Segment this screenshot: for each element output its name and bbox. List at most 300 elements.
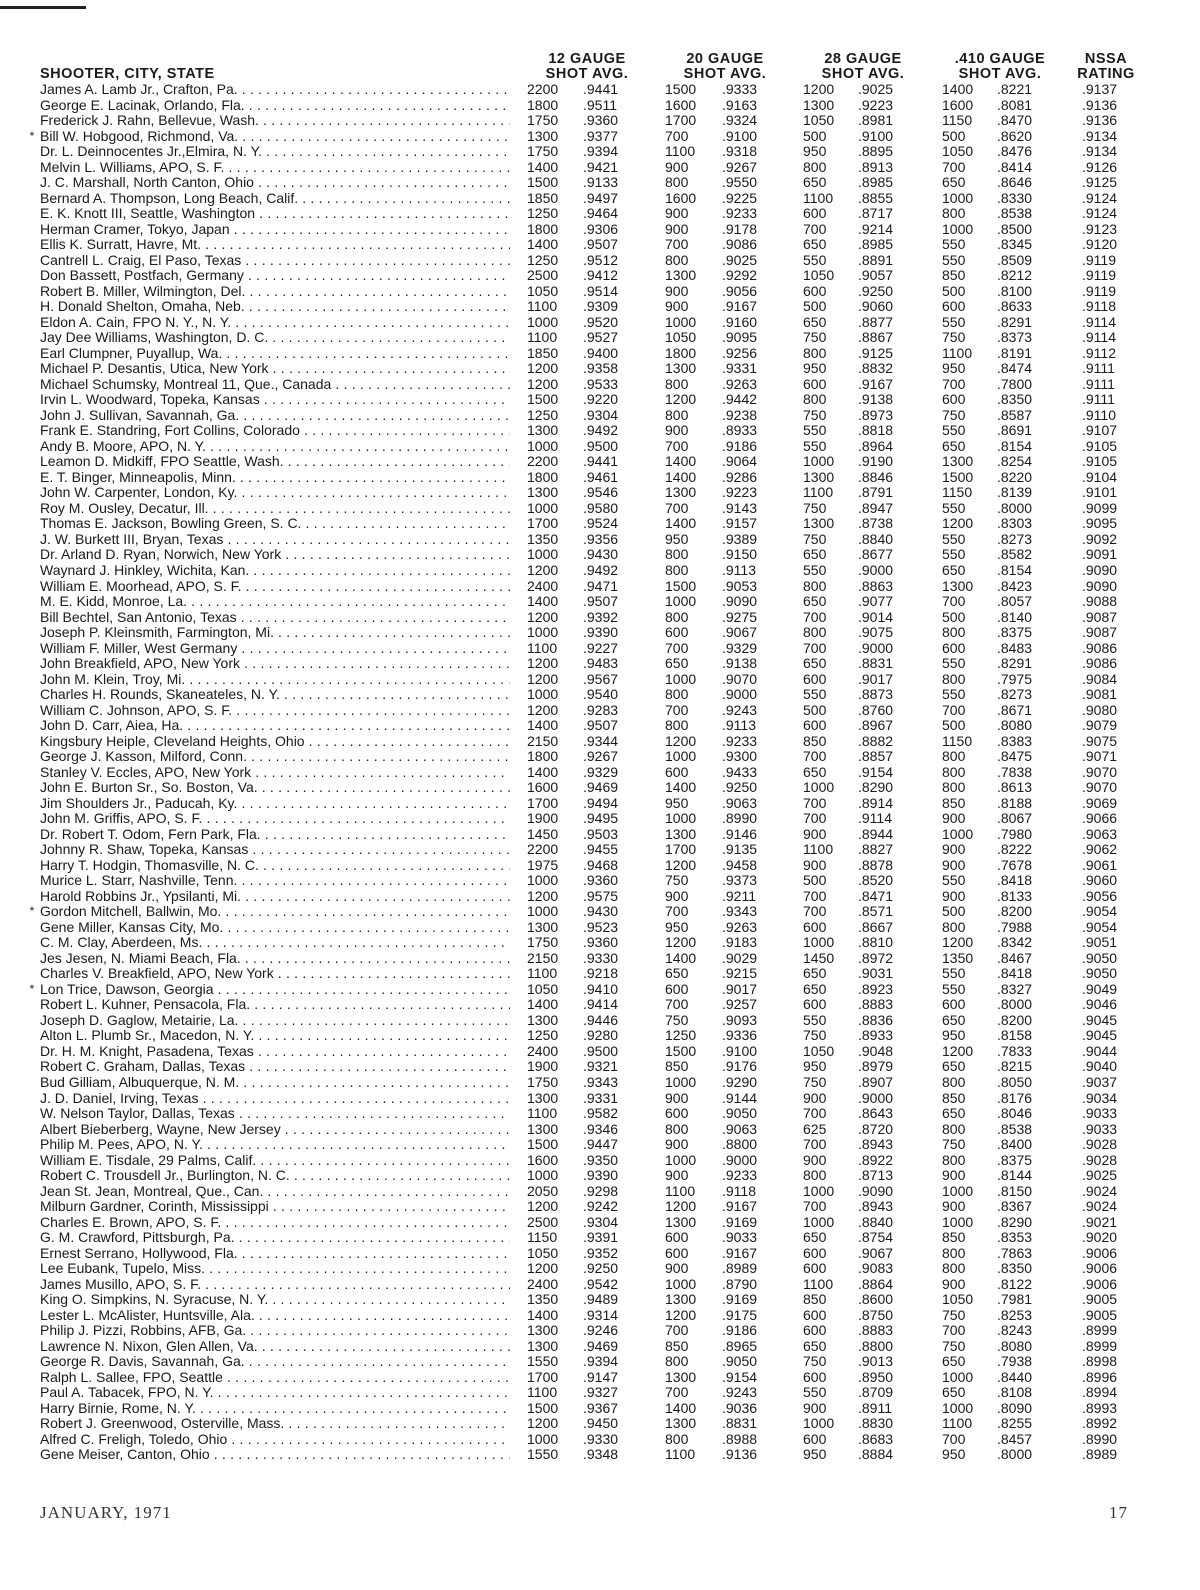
table-row <box>0 547 1200 563</box>
shot-20: 600 <box>665 1229 689 1246</box>
shot-20: 800 <box>665 251 689 268</box>
shot-410: 750 <box>942 1136 966 1153</box>
shot-12: 1000 <box>527 686 559 703</box>
avg-20: .9225 <box>722 189 758 206</box>
shot-28: 750 <box>803 1074 827 1090</box>
shot-410: 900 <box>942 1275 966 1292</box>
shot-410: 600 <box>942 996 966 1013</box>
avg-12: .9524 <box>583 515 619 532</box>
avg-20: .9167 <box>722 1198 758 1215</box>
avg-410: .8000 <box>997 1446 1033 1463</box>
shot-12: 1000 <box>527 903 559 920</box>
shooter-name: Dr. Arland D. Ryan, Norwich, New York . . . <box>40 547 510 563</box>
shot-20: 1000 <box>665 748 697 765</box>
avg-20: .9036 <box>722 1399 758 1416</box>
avg-12: .9250 <box>583 1260 619 1277</box>
shot-12: 1700 <box>527 794 559 811</box>
shooter-name: George J. Kasson, Milford, Conn. . . . <box>40 749 510 765</box>
nssa-rating: .9054 <box>1082 903 1118 920</box>
avg-12: .9283 <box>583 701 619 718</box>
avg-20: .9176 <box>722 1058 758 1075</box>
shooter-name: Michael Schumsky, Montreal 11, Que., Canada . . . <box>40 377 510 393</box>
shooter-name: Jim Shoulders Jr., Paducah, Ky. . . . <box>40 796 510 812</box>
table-row <box>0 160 1200 176</box>
shot-410: 800 <box>942 205 966 222</box>
avg-410: .8457 <box>997 1430 1033 1447</box>
shot-20: 1000 <box>665 1074 697 1090</box>
avg-28: .8857 <box>858 748 894 765</box>
shot-20: 1300 <box>665 267 697 284</box>
avg-12: .9377 <box>583 127 619 144</box>
avg-20: .9186 <box>722 437 758 454</box>
shooter-name: Dr. Robert T. Odom, Fern Park, Fla. . . . <box>40 827 510 843</box>
shot-28: 550 <box>803 686 827 703</box>
avg-12: .9542 <box>583 1275 619 1292</box>
avg-410: .8220 <box>997 468 1033 485</box>
avg-28: .9000 <box>858 561 894 578</box>
shooter-name: Jean St. Jean, Montreal, Que., Can. . . . <box>40 1184 510 1200</box>
shot-28: 600 <box>803 1244 827 1261</box>
shot-12: 1900 <box>527 1058 559 1075</box>
shot-28: 800 <box>803 158 827 175</box>
avg-12: .9495 <box>583 810 619 827</box>
shot-20: 1300 <box>665 360 697 377</box>
shot-28: 800 <box>803 624 827 641</box>
avg-20: .9223 <box>722 484 758 501</box>
table-row <box>0 1075 1200 1091</box>
avg-20: .9318 <box>722 143 758 160</box>
shot-410: 800 <box>942 1151 966 1168</box>
header-shot-avg-12: SHOT AVG. <box>545 66 629 82</box>
nssa-rating: .9137 <box>1082 81 1118 97</box>
avg-12: .9392 <box>583 608 619 625</box>
shot-12: 1100 <box>527 1384 558 1401</box>
avg-28: .8831 <box>858 655 894 672</box>
shot-20: 1200 <box>665 856 697 873</box>
shot-410: 1000 <box>942 1213 974 1230</box>
avg-12: .9507 <box>583 236 619 253</box>
shot-410: 1200 <box>942 934 974 951</box>
avg-20: .9286 <box>722 468 758 485</box>
avg-410: .8221 <box>997 81 1033 97</box>
shot-20: 1200 <box>665 1198 697 1215</box>
shooter-name: Melvin L. Williams, APO, S. F. . . . <box>40 160 510 176</box>
avg-12: .9410 <box>583 980 619 997</box>
page-number: 17 <box>1109 1503 1128 1522</box>
shot-410: 1150 <box>942 112 973 129</box>
shot-410: 950 <box>942 1446 966 1463</box>
table-row <box>0 1028 1200 1044</box>
shot-12: 1750 <box>527 112 559 129</box>
avg-20: .9233 <box>722 732 758 749</box>
avg-20: .9063 <box>722 794 758 811</box>
shot-20: 1200 <box>665 732 697 749</box>
shooter-name: William E. Tisdale, 29 Palms, Calif. . . . <box>40 1153 510 1169</box>
avg-20: .9233 <box>722 205 758 222</box>
shot-410: 550 <box>942 251 966 268</box>
nssa-rating: .9119 <box>1082 267 1116 284</box>
avg-410: .8139 <box>997 484 1033 501</box>
avg-28: .8471 <box>858 887 894 904</box>
avg-410: .8273 <box>997 686 1033 703</box>
shooter-name: Stanley V. Eccles, APO, New York . . . <box>40 765 510 781</box>
nssa-rating: .9105 <box>1082 437 1118 454</box>
avg-20: .9063 <box>722 1120 758 1137</box>
shot-410: 800 <box>942 918 966 935</box>
avg-20: .9183 <box>722 934 758 951</box>
shooter-name: William F. Miller, West Germany . . . <box>40 641 510 657</box>
nssa-rating: .9006 <box>1082 1275 1118 1292</box>
nssa-rating: .8998 <box>1082 1353 1118 1370</box>
shot-12: 1100 <box>527 298 558 315</box>
avg-12: .9394 <box>583 1353 619 1370</box>
avg-12: .9147 <box>583 1368 619 1385</box>
issue-date: JANUARY, 1971 <box>40 1503 172 1522</box>
nssa-rating: .9081 <box>1082 686 1118 703</box>
shooter-name: Joseph P. Kleinsmith, Farmington, Mi. . . . <box>40 625 510 641</box>
shooter-name: Frederick J. Rahn, Bellevue, Wash. . . . <box>40 113 510 129</box>
shooter-name: Ellis K. Surratt, Havre, Mt. . . . <box>40 237 510 253</box>
avg-28: .9014 <box>858 608 894 625</box>
avg-12: .9450 <box>583 1415 619 1432</box>
shot-12: 1600 <box>527 1151 559 1168</box>
shooter-name: Cantrell L. Craig, El Paso, Texas . . . <box>40 253 510 269</box>
top-rule <box>0 6 86 9</box>
shot-12: 1700 <box>527 515 559 532</box>
shot-12: 1000 <box>527 313 559 330</box>
shot-28: 650 <box>803 236 827 253</box>
avg-28: .8923 <box>858 980 894 997</box>
shot-12: 1150 <box>527 1229 558 1246</box>
shooter-name: Albert Bieberberg, Wayne, New Jersey . . . <box>40 1122 510 1138</box>
nssa-rating: .9086 <box>1082 639 1118 656</box>
avg-20: .9163 <box>722 96 758 113</box>
table-row <box>0 1122 1200 1138</box>
avg-410: .8483 <box>997 639 1033 656</box>
shot-28: 950 <box>803 360 827 377</box>
shot-12: 1350 <box>527 530 559 547</box>
shot-28: 1000 <box>803 779 835 796</box>
shot-28: 700 <box>803 794 827 811</box>
shot-20: 1300 <box>665 1291 697 1308</box>
shot-410: 650 <box>942 174 966 191</box>
avg-28: .8864 <box>858 1275 894 1292</box>
shooter-name: W. Nelson Taylor, Dallas, Texas . . . <box>40 1106 510 1122</box>
table-row <box>0 1215 1200 1231</box>
avg-28: .8933 <box>858 1027 894 1044</box>
shooter-name: John J. Sullivan, Savannah, Ga. . . . <box>40 408 510 424</box>
shot-410: 1100 <box>942 344 973 361</box>
shot-410: 800 <box>942 1120 966 1137</box>
nssa-rating: .9118 <box>1082 298 1116 315</box>
shot-410: 700 <box>942 1322 966 1339</box>
nssa-rating: .9087 <box>1082 624 1118 641</box>
avg-410: .8080 <box>997 1337 1033 1354</box>
shot-28: 1200 <box>803 81 835 97</box>
shot-12: 1100 <box>527 639 558 656</box>
avg-12: .9227 <box>583 639 619 656</box>
shot-410: 750 <box>942 1337 966 1354</box>
table-row <box>0 594 1200 610</box>
shot-20: 750 <box>665 872 689 889</box>
shot-28: 700 <box>803 1105 827 1122</box>
avg-20: .9157 <box>722 515 758 532</box>
shooter-name: Philip J. Pizzi, Robbins, AFB, Ga. . . . <box>40 1323 510 1339</box>
nssa-rating: .9110 <box>1082 406 1116 423</box>
nssa-rating: .9045 <box>1082 1027 1118 1044</box>
nssa-rating: .9119 <box>1082 282 1116 299</box>
shot-20: 900 <box>665 205 689 222</box>
shooter-name: Harry T. Hodgin, Thomasville, N. C. . . . <box>40 858 510 874</box>
header-row-gauges <box>0 52 1200 67</box>
avg-12: .9468 <box>583 856 619 873</box>
nssa-rating: .9124 <box>1082 189 1118 206</box>
avg-28: .9075 <box>858 624 894 641</box>
avg-20: .9263 <box>722 375 758 392</box>
shot-410: 650 <box>942 1353 966 1370</box>
shooter-name: Jes Jesen, N. Miami Beach, Fla. . . . <box>40 951 510 967</box>
avg-410: .8290 <box>997 1213 1033 1230</box>
nssa-rating: .9050 <box>1082 965 1118 982</box>
shot-28: 700 <box>803 639 827 656</box>
shot-28: 1300 <box>803 468 835 485</box>
shot-28: 950 <box>803 1058 827 1075</box>
shooter-name: King O. Simpkins, N. Syracuse, N. Y. . . . <box>40 1292 510 1308</box>
shot-28: 1000 <box>803 1182 835 1199</box>
avg-28: .8944 <box>858 825 894 842</box>
avg-28: .8950 <box>858 1368 894 1385</box>
nssa-rating: .9028 <box>1082 1151 1118 1168</box>
table-row <box>0 1308 1200 1324</box>
avg-28: .8911 <box>858 1399 892 1416</box>
shot-12: 1500 <box>527 1136 559 1153</box>
shot-28: 700 <box>803 887 827 904</box>
avg-410: .8057 <box>997 593 1033 610</box>
shot-20: 800 <box>665 1120 689 1137</box>
shot-28: 500 <box>803 127 827 144</box>
avg-410: .8000 <box>997 996 1033 1013</box>
shot-12: 1000 <box>527 546 559 563</box>
shot-20: 650 <box>665 965 689 982</box>
avg-20: .9146 <box>722 825 758 842</box>
avg-28: .9031 <box>858 965 894 982</box>
avg-12: .9582 <box>583 1105 619 1122</box>
avg-12: .9447 <box>583 1136 619 1153</box>
avg-410: .8291 <box>997 655 1033 672</box>
nssa-rating: .9112 <box>1082 344 1116 361</box>
avg-28: .8840 <box>858 1213 894 1230</box>
shooter-name: James A. Lamb Jr., Crafton, Pa. . . . <box>40 82 510 98</box>
shot-28: 500 <box>803 872 827 889</box>
table-row <box>0 268 1200 284</box>
nssa-rating: .9091 <box>1082 546 1118 563</box>
avg-20: .9169 <box>722 1213 758 1230</box>
avg-28: .8818 <box>858 422 894 439</box>
avg-12: .9390 <box>583 624 619 641</box>
shot-20: 1000 <box>665 313 697 330</box>
shot-20: 800 <box>665 608 689 625</box>
shot-12: 2150 <box>527 949 559 966</box>
avg-28: .8830 <box>858 1415 894 1432</box>
avg-28: .9214 <box>858 220 894 237</box>
nssa-rating: .9111 <box>1082 375 1115 392</box>
shot-410: 1300 <box>942 453 974 470</box>
avg-28: .9090 <box>858 1182 894 1199</box>
nssa-rating: .9119 <box>1082 251 1116 268</box>
avg-12: .9511 <box>583 96 617 113</box>
shot-20: 1500 <box>665 81 697 97</box>
avg-410: .7938 <box>997 1353 1033 1370</box>
avg-410: .8423 <box>997 577 1033 594</box>
shot-12: 1200 <box>527 670 559 687</box>
avg-12: .9567 <box>583 670 619 687</box>
avg-410: .8620 <box>997 127 1033 144</box>
nssa-rating: .9111 <box>1082 391 1115 408</box>
shot-28: 550 <box>803 437 827 454</box>
avg-28: .9000 <box>858 1089 894 1106</box>
shooter-name: Charles E. Brown, APO, S. F. . . . <box>40 1215 510 1231</box>
avg-20: .9324 <box>722 112 758 129</box>
shot-410: 500 <box>942 127 966 144</box>
shot-12: 1250 <box>527 1027 559 1044</box>
nssa-rating: .9126 <box>1082 158 1118 175</box>
shooter-name: Bill Bechtel, San Antonio, Texas . . . <box>40 610 510 626</box>
shot-12: 1000 <box>527 499 559 516</box>
row-mark: * <box>29 981 35 996</box>
shot-12: 2400 <box>527 1275 559 1292</box>
shot-12: 1975 <box>527 856 559 873</box>
avg-28: .9000 <box>858 639 894 656</box>
avg-410: .7975 <box>997 670 1033 687</box>
table-row <box>0 144 1200 160</box>
shot-28: 650 <box>803 546 827 563</box>
avg-28: .8840 <box>858 530 894 547</box>
shot-28: 600 <box>803 1368 827 1385</box>
shooter-name: Bud Gilliam, Albuquerque, N. M. . . . <box>40 1075 510 1091</box>
shot-12: 1200 <box>527 561 559 578</box>
avg-28: .8571 <box>858 903 894 920</box>
table-row <box>0 1153 1200 1169</box>
avg-410: .7863 <box>997 1244 1033 1261</box>
shot-20: 800 <box>665 561 689 578</box>
avg-28: .8985 <box>858 236 894 253</box>
nssa-rating: .9123 <box>1082 220 1118 237</box>
shot-410: 1600 <box>942 96 974 113</box>
avg-28: .9114 <box>858 810 892 827</box>
shot-410: 900 <box>942 856 966 873</box>
avg-12: .9309 <box>583 298 619 315</box>
avg-20: .9017 <box>722 980 758 997</box>
avg-20: .9154 <box>722 1368 758 1385</box>
row-mark: * <box>29 128 35 143</box>
avg-20: .9343 <box>722 903 758 920</box>
shot-12: 1550 <box>527 1446 559 1463</box>
avg-28: .9067 <box>858 1244 894 1261</box>
shot-20: 600 <box>665 1105 689 1122</box>
shot-12: 2200 <box>527 841 559 858</box>
avg-410: .8350 <box>997 391 1033 408</box>
nssa-rating: .9054 <box>1082 918 1118 935</box>
table-row <box>0 1261 1200 1277</box>
shooter-name: Murice L. Starr, Nashville, Tenn. . . . <box>40 873 510 889</box>
shot-410: 700 <box>942 375 966 392</box>
shot-410: 900 <box>942 810 966 827</box>
avg-28: .9100 <box>858 127 894 144</box>
shot-12: 1700 <box>527 1368 559 1385</box>
avg-410: .8000 <box>997 499 1033 516</box>
shot-12: 1200 <box>527 608 559 625</box>
nssa-rating: .9006 <box>1082 1244 1118 1261</box>
avg-28: .8290 <box>858 779 894 796</box>
nssa-rating: .9034 <box>1082 1089 1118 1106</box>
shot-12: 1050 <box>527 980 559 997</box>
shooter-name: Earl Clumpner, Puyallup, Wa. . . . <box>40 346 510 362</box>
avg-410: .8200 <box>997 903 1033 920</box>
nssa-rating: .9080 <box>1082 701 1118 718</box>
shot-410: 750 <box>942 1306 966 1323</box>
table-row <box>0 1339 1200 1355</box>
table-row <box>0 997 1200 1013</box>
nssa-rating: .9044 <box>1082 1042 1118 1059</box>
shot-20: 1500 <box>665 577 697 594</box>
shot-12: 2200 <box>527 81 559 97</box>
shot-410: 550 <box>942 499 966 516</box>
table-row <box>0 175 1200 191</box>
nssa-rating: .9024 <box>1082 1198 1118 1215</box>
shooter-name: Waynard J. Hinkley, Wichita, Kan. . . . <box>40 563 510 579</box>
shot-410: 850 <box>942 1089 966 1106</box>
avg-20: .9211 <box>722 887 756 904</box>
table-row <box>0 765 1200 781</box>
shooter-name: Paul A. Tabacek, FPO, N. Y. . . . <box>40 1385 510 1401</box>
shot-28: 650 <box>803 313 827 330</box>
table-row <box>0 827 1200 843</box>
table-row <box>0 113 1200 129</box>
avg-20: .9329 <box>722 639 758 656</box>
avg-28: .8943 <box>858 1198 894 1215</box>
avg-28: .8878 <box>858 856 894 873</box>
shot-12: 1300 <box>527 918 559 935</box>
avg-28: .9013 <box>858 1353 894 1370</box>
shooter-name: Jay Dee Williams, Washington, D. C. . . . <box>40 330 510 346</box>
shot-410: 550 <box>942 546 966 563</box>
avg-12: .9306 <box>583 220 619 237</box>
avg-410: .7838 <box>997 763 1033 780</box>
avg-20: .9025 <box>722 251 758 268</box>
shot-410: 1100 <box>942 1415 973 1432</box>
table-row <box>0 206 1200 222</box>
shooter-name: Michael P. Desantis, Utica, New York . . . <box>40 361 510 377</box>
avg-20: .9113 <box>722 717 756 734</box>
avg-410: .8671 <box>997 701 1033 718</box>
table-row <box>0 439 1200 455</box>
shot-410: 700 <box>942 593 966 610</box>
avg-20: .8988 <box>722 1430 758 1447</box>
avg-410: .8383 <box>997 732 1033 749</box>
avg-20: .9093 <box>722 1011 758 1028</box>
avg-20: .9053 <box>722 577 758 594</box>
shooter-name: Irvin L. Woodward, Topeka, Kansas . . . <box>40 392 510 408</box>
shot-12: 1300 <box>527 1011 559 1028</box>
avg-20: .9336 <box>722 1027 758 1044</box>
shot-28: 600 <box>803 375 827 392</box>
shot-28: 900 <box>803 1399 827 1416</box>
table-row <box>0 842 1200 858</box>
shooter-name: Dr. L. Deinnocentes Jr.,Elmira, N. Y. . . . <box>40 144 510 160</box>
nssa-rating: .8989 <box>1082 1446 1118 1463</box>
avg-20: .9167 <box>722 1244 758 1261</box>
avg-20: .9267 <box>722 158 758 175</box>
